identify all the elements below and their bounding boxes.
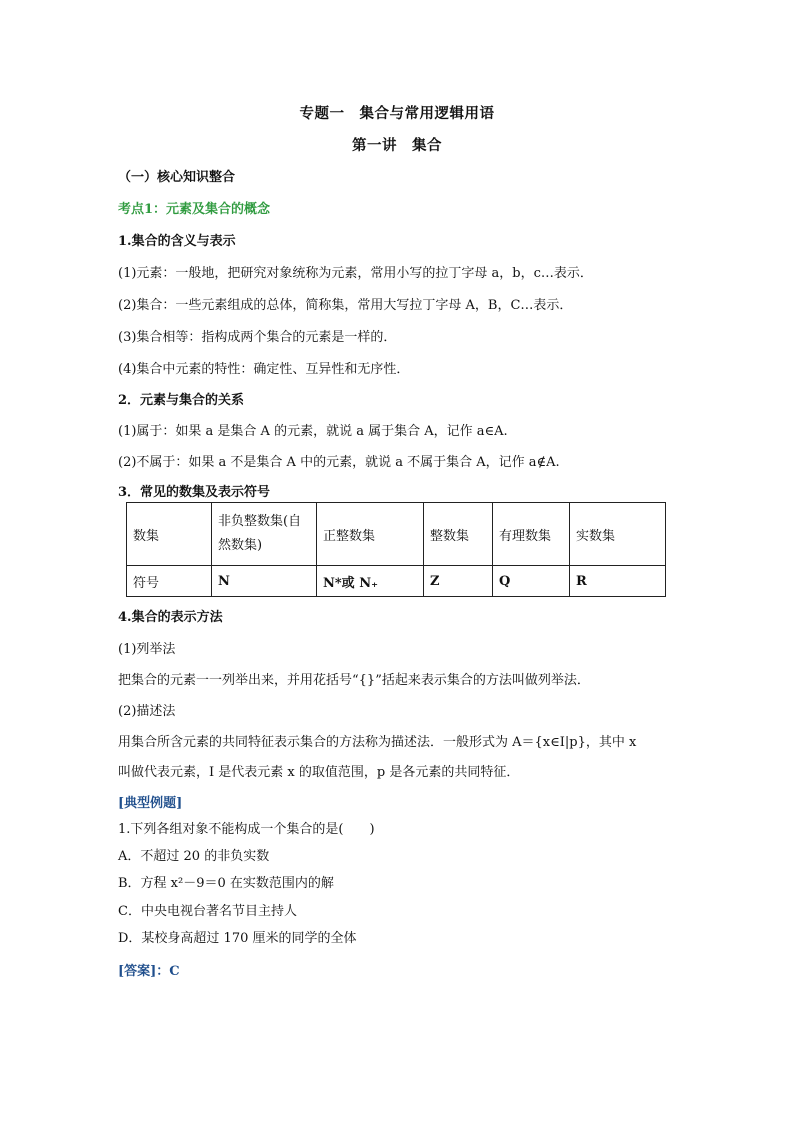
- h1-heading: 1.集合的含义与表示: [118, 234, 236, 249]
- number-sets-table: [126, 502, 666, 597]
- para-belong: (1)属于：如果 a 是集合 A 的元素，就说 a 属于集合 A，记作 a∈A.: [118, 424, 508, 439]
- table-cell: 非负整数集(自然数集): [212, 503, 317, 566]
- para-properties: (4)集合中元素的特性：确定性、互异性和无序性．: [118, 362, 410, 377]
- para-roster-title: (1)列举法: [118, 642, 176, 657]
- para-roster: 把集合的元素一一列举出来，并用花括号“{}”括起来表示集合的方法叫做列举法．: [118, 673, 590, 688]
- option-c: C．中央电视台著名节目主持人: [118, 904, 297, 919]
- table-cell: N*或 N₊: [317, 566, 424, 597]
- para-element: (1)元素：一般地，把研究对象统称为元素，常用小写的拉丁字母 a，b，c…表示．: [118, 266, 593, 281]
- table-row: [127, 566, 666, 597]
- example-question: 1.下列各组对象不能构成一个集合的是( ): [118, 822, 375, 837]
- para-not-belong: (2)不属于：如果 a 不是集合 A 中的元素，就说 a 不属于集合 A，记作 a∉A.: [118, 455, 560, 470]
- para-description-title: (2)描述法: [118, 704, 176, 719]
- table-cell: 正整数集: [317, 503, 424, 566]
- section-core-heading: （一）核心知识整合: [118, 170, 236, 185]
- para-set: (2)集合：一些元素组成的总体，简称集，常用大写拉丁字母 A，B，C…表示．: [118, 298, 573, 313]
- para-set-equal: (3)集合相等：指构成两个集合的元素是一样的．: [118, 330, 397, 345]
- table-cell: 有理数集: [493, 503, 570, 566]
- table-cell: Z: [424, 566, 493, 597]
- para-description-1: 用集合所含元素的共同特征表示集合的方法称为描述法．一般形式为 A＝{x∈I|p}，其中 x: [118, 735, 637, 750]
- table-cell: R: [570, 566, 666, 597]
- option-b: B．方程 x²－9＝0 在实数范围内的解: [118, 876, 334, 891]
- h4-heading: 4.集合的表示方法: [118, 610, 223, 625]
- table-cell: 整数集: [424, 503, 493, 566]
- point1-heading: 考点1：元素及集合的概念: [118, 202, 271, 217]
- table-cell: N: [212, 566, 317, 597]
- option-a: A．不超过 20 的非负实数: [118, 849, 270, 864]
- h3-heading: 3．常见的数集及表示符号: [118, 485, 271, 500]
- table-cell: 数集: [127, 503, 212, 566]
- table-cell: 符号: [127, 566, 212, 597]
- page-title: 专题一 集合与常用逻辑用语: [299, 105, 495, 122]
- answer-label: [答案]：C: [118, 964, 180, 979]
- table-row: [127, 503, 666, 566]
- h2-heading: 2．元素与集合的关系: [118, 393, 245, 408]
- table-cell: 实数集: [570, 503, 666, 566]
- page-subtitle: 第一讲 集合: [352, 137, 442, 154]
- table-cell: Q: [493, 566, 570, 597]
- para-description-2: 叫做代表元素，I 是代表元素 x 的取值范围，p 是各元素的共同特征．: [118, 765, 520, 780]
- example-heading: [典型例题]: [118, 796, 183, 811]
- option-d: D．某校身高超过 170 厘米的同学的全体: [118, 931, 357, 946]
